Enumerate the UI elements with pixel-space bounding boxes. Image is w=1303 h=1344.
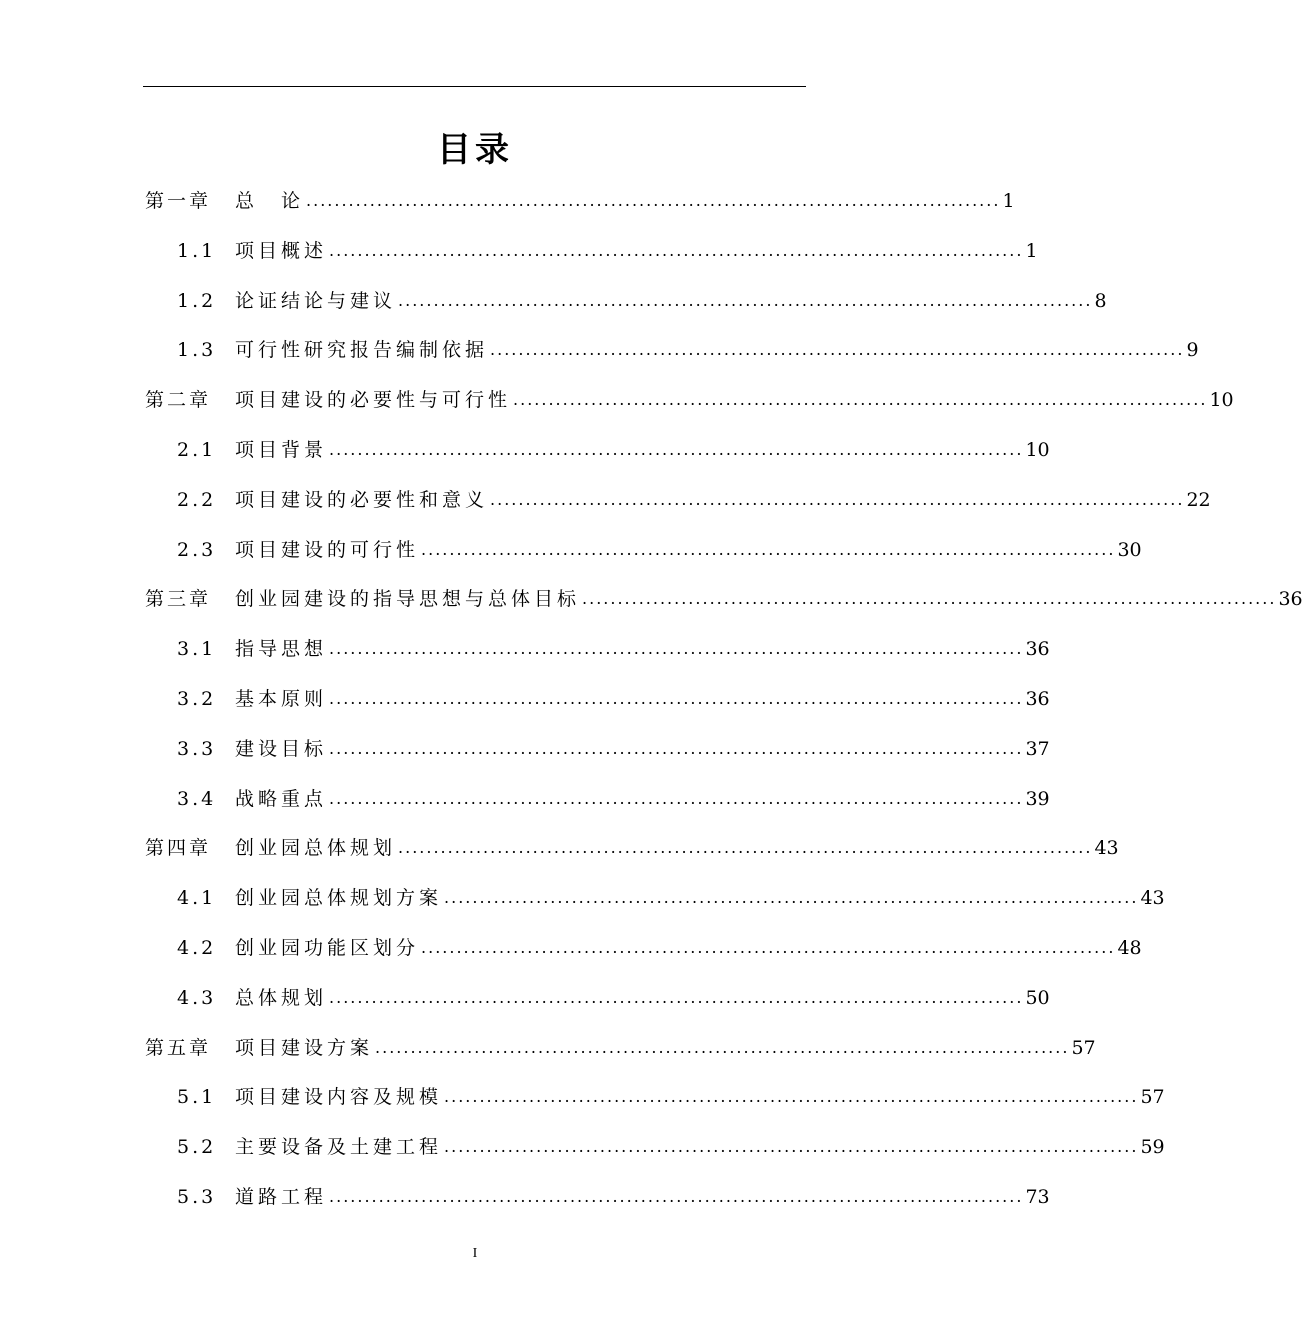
toc-entry-title: 项目建设内容及规模 bbox=[235, 1086, 443, 1108]
toc-entry-page: 57 bbox=[1140, 1086, 1165, 1108]
toc-entry[interactable] bbox=[177, 681, 1050, 717]
toc-entry[interactable] bbox=[177, 1129, 1165, 1165]
toc-entry-title: 项目建设的可行性 bbox=[235, 539, 420, 561]
toc-entry-number: 2.2 bbox=[177, 489, 217, 511]
toc-entry-title: 道路工程 bbox=[235, 1186, 328, 1208]
toc-entry-number: 第一章 bbox=[145, 190, 212, 212]
toc-entry[interactable] bbox=[177, 930, 1142, 966]
toc-entry-title: 总 论 bbox=[235, 190, 305, 212]
toc-entry[interactable] bbox=[177, 980, 1050, 1016]
toc-entry[interactable] bbox=[145, 1030, 1096, 1066]
toc-leader-dots: .................................................................................................. bbox=[490, 490, 1185, 509]
toc-entry[interactable] bbox=[177, 781, 1050, 817]
toc-entry[interactable] bbox=[177, 1079, 1165, 1115]
toc-entry-title: 项目建设方案 bbox=[235, 1037, 374, 1059]
toc-entry-page: 43 bbox=[1094, 837, 1119, 859]
toc-entry-page: 43 bbox=[1140, 887, 1165, 909]
toc-leader-dots: .................................................................................................. bbox=[444, 1137, 1139, 1156]
toc-leader-dots: .................................................................................................. bbox=[513, 390, 1208, 409]
toc-entry-page: 50 bbox=[1025, 987, 1050, 1009]
toc-entry[interactable] bbox=[177, 432, 1050, 468]
toc-entry-page: 36 bbox=[1278, 588, 1303, 610]
toc-title: 目录 bbox=[437, 130, 513, 170]
toc-entry-number: 1.2 bbox=[177, 290, 217, 312]
toc-entry-page: 1 bbox=[1002, 190, 1015, 212]
toc-entry-title: 建设目标 bbox=[235, 738, 328, 760]
toc-entry-number: 2.1 bbox=[177, 439, 217, 461]
toc-entry-title: 主要设备及土建工程 bbox=[235, 1136, 443, 1158]
toc-leader-dots: .................................................................................................. bbox=[306, 191, 1001, 210]
toc-entry-page: 1 bbox=[1025, 240, 1038, 262]
toc-leader-dots: .................................................................................................. bbox=[329, 639, 1024, 658]
toc-leader-dots: .................................................................................................. bbox=[421, 540, 1116, 559]
toc-entry-number: 4.2 bbox=[177, 937, 217, 959]
toc-entry-number: 3.3 bbox=[177, 738, 217, 760]
toc-entry[interactable] bbox=[177, 482, 1211, 518]
toc-entry-page: 39 bbox=[1025, 788, 1050, 810]
toc-entry[interactable] bbox=[177, 283, 1107, 319]
toc-leader-dots: .................................................................................................. bbox=[329, 1187, 1024, 1206]
toc-entry[interactable] bbox=[145, 830, 1119, 866]
toc-leader-dots: .................................................................................................. bbox=[329, 988, 1024, 1007]
toc-entry-number: 第四章 bbox=[145, 837, 212, 859]
toc-entry-number: 第五章 bbox=[145, 1037, 212, 1059]
toc-entry-number: 第二章 bbox=[145, 389, 212, 411]
toc-entry-number: 2.3 bbox=[177, 539, 217, 561]
toc-entry[interactable] bbox=[177, 233, 1038, 269]
toc-leader-dots: .................................................................................................. bbox=[444, 888, 1139, 907]
toc-entry[interactable] bbox=[177, 1179, 1050, 1215]
toc-entry-title: 可行性研究报告编制依据 bbox=[235, 339, 489, 361]
toc-entry-number: 第三章 bbox=[145, 588, 212, 610]
toc-entry[interactable] bbox=[177, 532, 1142, 568]
toc-entry[interactable] bbox=[177, 631, 1050, 667]
toc-entry-title: 创业园功能区划分 bbox=[235, 937, 420, 959]
toc-entry-number: 5.2 bbox=[177, 1136, 217, 1158]
toc-entry-page: 59 bbox=[1140, 1136, 1165, 1158]
toc-leader-dots: .................................................................................................. bbox=[398, 291, 1093, 310]
toc-entry-page: 73 bbox=[1025, 1186, 1050, 1208]
toc-leader-dots: .................................................................................................. bbox=[329, 241, 1024, 260]
toc-leader-dots: .................................................................................................. bbox=[329, 689, 1024, 708]
toc-leader-dots: .................................................................................................. bbox=[329, 789, 1024, 808]
toc-entry-number: 5.3 bbox=[177, 1186, 217, 1208]
toc-leader-dots: .................................................................................................. bbox=[329, 440, 1024, 459]
toc-entry-page: 37 bbox=[1025, 738, 1050, 760]
toc-entry-title: 项目建设的必要性和意义 bbox=[235, 489, 489, 511]
toc-entry[interactable] bbox=[145, 382, 1234, 418]
toc-entry-title: 基本原则 bbox=[235, 688, 328, 710]
toc-entry-page: 8 bbox=[1094, 290, 1107, 312]
toc-leader-dots: .................................................................................................. bbox=[582, 589, 1277, 608]
toc-entry-title: 论证结论与建议 bbox=[235, 290, 397, 312]
toc-entry-number: 1.3 bbox=[177, 339, 217, 361]
toc-leader-dots: .................................................................................................. bbox=[375, 1038, 1070, 1057]
toc-leader-dots: .................................................................................................. bbox=[398, 838, 1093, 857]
toc-entry-title: 战略重点 bbox=[235, 788, 328, 810]
toc-entry[interactable] bbox=[177, 332, 1199, 368]
toc-entry-page: 10 bbox=[1025, 439, 1050, 461]
toc-entry[interactable] bbox=[145, 581, 1303, 617]
page-number: I bbox=[472, 1246, 478, 1261]
toc-entry-title: 项目背景 bbox=[235, 439, 328, 461]
toc-entry-page: 22 bbox=[1186, 489, 1211, 511]
toc-entry-number: 3.4 bbox=[177, 788, 217, 810]
toc-entry-page: 36 bbox=[1025, 688, 1050, 710]
toc-entry-number: 4.1 bbox=[177, 887, 217, 909]
toc-entry-page: 30 bbox=[1117, 539, 1142, 561]
header-rule bbox=[143, 86, 806, 87]
toc-leader-dots: .................................................................................................. bbox=[421, 938, 1116, 957]
toc-entry-number: 4.3 bbox=[177, 987, 217, 1009]
toc-entry-title: 项目概述 bbox=[235, 240, 328, 262]
toc-entry[interactable] bbox=[177, 731, 1050, 767]
toc-entry-title: 项目建设的必要性与可行性 bbox=[235, 389, 512, 411]
toc-leader-dots: .................................................................................................. bbox=[490, 340, 1185, 359]
toc-entry-number: 5.1 bbox=[177, 1086, 217, 1108]
toc-entry-page: 10 bbox=[1209, 389, 1234, 411]
toc-leader-dots: .................................................................................................. bbox=[329, 739, 1024, 758]
toc-entry-title: 创业园建设的指导思想与总体目标 bbox=[235, 588, 581, 610]
toc-entry-number: 3.1 bbox=[177, 638, 217, 660]
toc-entry[interactable] bbox=[145, 183, 1015, 219]
toc-entry[interactable] bbox=[177, 880, 1165, 916]
toc-entry-title: 总体规划 bbox=[235, 987, 328, 1009]
toc-entry-page: 48 bbox=[1117, 937, 1142, 959]
toc-entry-number: 3.2 bbox=[177, 688, 217, 710]
toc-entry-title: 指导思想 bbox=[235, 638, 328, 660]
toc-entry-title: 创业园总体规划 bbox=[235, 837, 397, 859]
toc-entry-title: 创业园总体规划方案 bbox=[235, 887, 443, 909]
toc-leader-dots: .................................................................................................. bbox=[444, 1087, 1139, 1106]
toc-entry-page: 36 bbox=[1025, 638, 1050, 660]
toc-entry-page: 9 bbox=[1186, 339, 1199, 361]
toc-entry-number: 1.1 bbox=[177, 240, 217, 262]
toc-entry-page: 57 bbox=[1071, 1037, 1096, 1059]
